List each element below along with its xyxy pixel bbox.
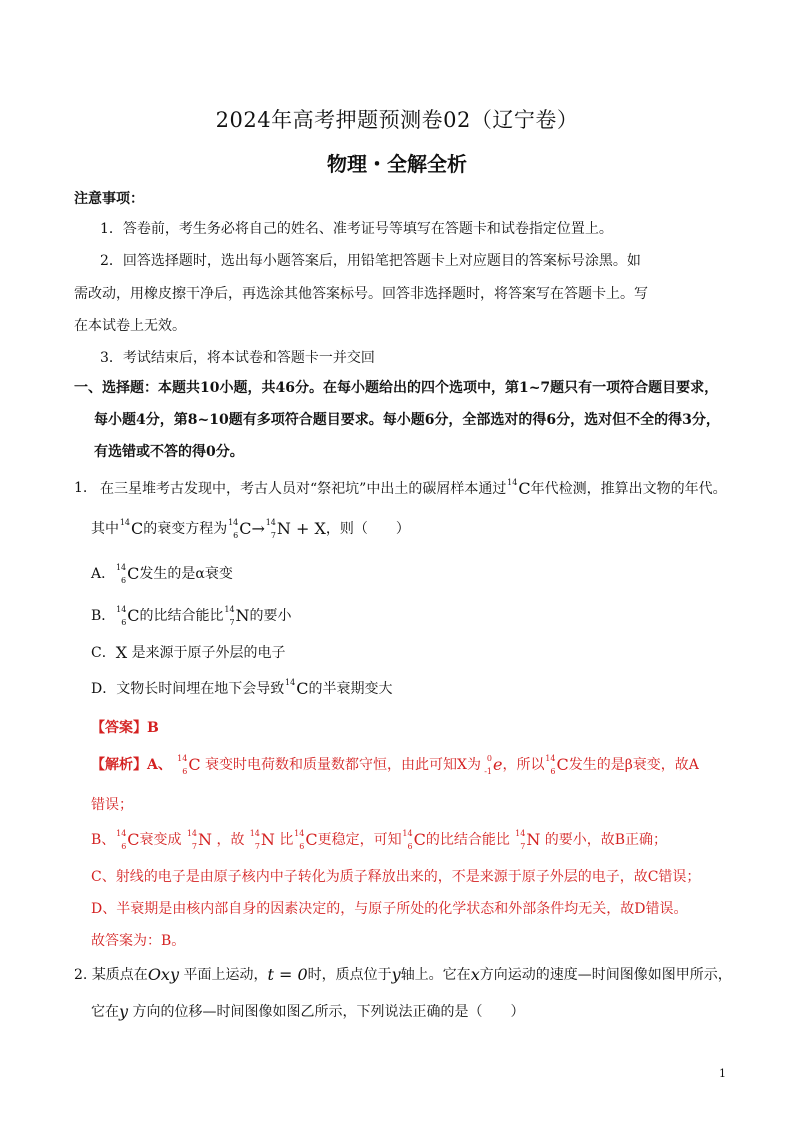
page-subtitle: 物理・全解全析	[327, 152, 467, 176]
note-1: 1．答卷前，考生务必将自己的姓名、准考证号等填写在答题卡和试卷指定位置上。	[100, 221, 613, 237]
page-title: 2024年高考押题预测卷02（辽宁卷）	[215, 108, 579, 132]
section-heading-line-2: 每小题4分，第8~10题有多项符合题目要求。每小题6分，全部选对的得6分，选对但不全的得3分，	[94, 412, 720, 428]
explanation-line-6: 故答案为：B。	[91, 933, 186, 949]
question-1-line-2: 其中 14 C的衰变方程为 14 6 C→ 14 7 N + X，则（ ）	[91, 518, 410, 540]
notes-heading: 注意事项：	[74, 191, 144, 207]
section-heading-line-1: 一、选择题：本题共10小题，共46分。在每小题给出的四个选项中，第1~7题只有一项符合题目要求，	[74, 380, 719, 396]
option-c: C．X 是来源于原子外层的电子	[91, 643, 286, 662]
question-1-line-1: 在三星堆考古发现中，考古人员对“祭祀坑”中出土的碳屑样本通过 14 C年代检测，推算出文物的年代。	[100, 478, 727, 498]
explanation-line-5: D、半衰期是由核内部自身的因素决定的，与原子所处的化学状态和外部条件均无关，故D错误。	[91, 901, 688, 917]
question-2-line-1: 2. 某质点在Oxy 平面上运动，t = 0时，质点位于y轴上。它在x方向运动的速度—时间图像如图甲所示，	[74, 965, 732, 984]
note-2-line-3: 在本试卷上无效。	[74, 318, 186, 334]
question-1-number: 1.	[74, 480, 88, 496]
note-2-line-1: 2．回答选择题时，选出每小题答案后，用铅笔把答题卡上对应题目的答案标号涂黑。如	[100, 253, 641, 269]
isotope-c14: 14	[507, 478, 518, 487]
explanation-line-1: 【解析】A、 14 6 C 衰变时电荷数和质量数都守恒，由此可知X为 0 -1 e，所以 14 6 C发生的是β衰变，故A	[91, 754, 699, 776]
q1-text: 在三星堆考古发现中，考古人员对“祭祀坑”中出土的碳屑样本通过	[100, 481, 507, 497]
q1-text: 年代检测，推算出文物的年代。	[530, 481, 727, 497]
question-2-line-2: 它在y 方向的位移—时间图像如图乙所示，下列说法正确的是（ ）	[91, 1002, 525, 1021]
explanation-line-2: 错误；	[91, 797, 133, 813]
note-3: 3．考试结束后，将本试卷和答题卡一并交回	[100, 350, 375, 366]
option-b: B． 14 6 C的比结合能比 14 7 N的要小	[91, 605, 292, 627]
explanation-line-4: C、射线的电子是由原子核内中子转化为质子释放出来的，不是来源于原子外层的电子，故C错误；	[91, 869, 701, 885]
note-2-line-2: 需改动，用橡皮擦干净后，再选涂其他答案标号。回答非选择题时，将答案写在答题卡上。写	[74, 286, 648, 302]
section-heading-line-3: 有选错或不答的得0分。	[94, 444, 244, 460]
explanation-line-3: B、 14 6 C衰变成 14 7 N ，故 14 7 N 比 14 6 C更稳定，可知 14 6 C的比结合能比 14 7 N 的要小，故B正确；	[91, 829, 668, 851]
page-number: 1	[719, 1067, 726, 1080]
option-a: A． 14 6 C发生的是α衰变	[91, 563, 233, 585]
answer-label: 【答案】B	[91, 720, 159, 736]
option-d: D．文物长时间埋在地下会导致 14 C的半衰期变大	[91, 678, 393, 698]
